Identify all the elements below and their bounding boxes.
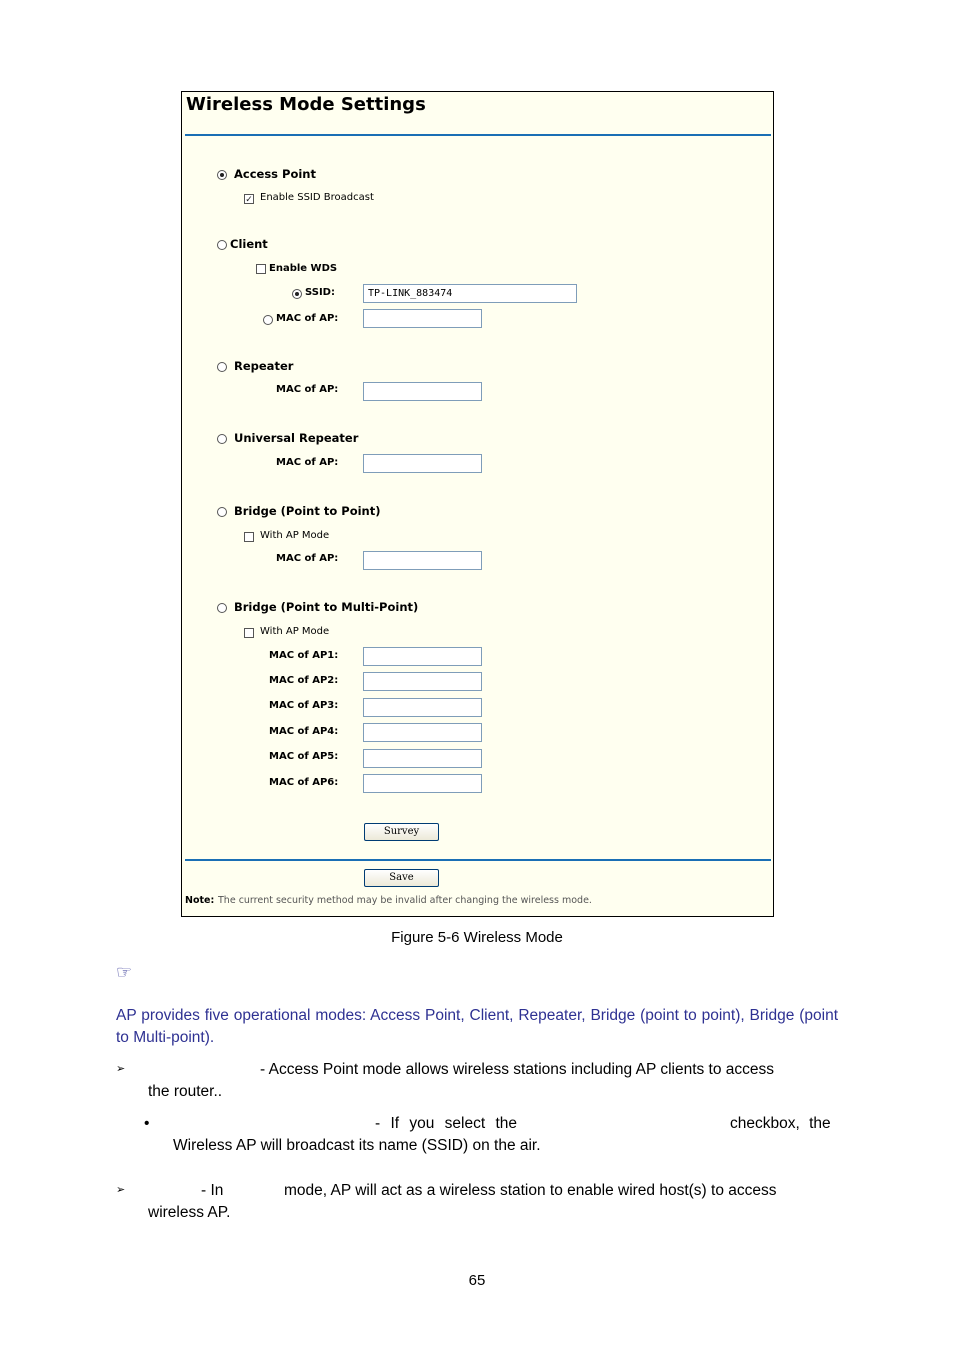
- ssid-input[interactable]: TP-LINK_883474: [363, 284, 577, 303]
- checkbox-ptp-with-ap-mode[interactable]: [244, 532, 254, 542]
- arrow-bullet-icon: ➢: [116, 1063, 126, 1075]
- label-mac-ap1: MAC of AP1:: [269, 650, 339, 661]
- sub1-part-a: - If you select the: [375, 1115, 518, 1132]
- radio-access-point[interactable]: [217, 170, 227, 180]
- radio-bridge-ptp[interactable]: [217, 507, 227, 517]
- pointing-hand-icon: ☞: [116, 962, 133, 983]
- label-access-point: Access Point: [234, 167, 316, 181]
- item2-part-a: - In: [201, 1182, 224, 1199]
- repeater-mac-input[interactable]: [363, 382, 482, 401]
- mac-ap6-input[interactable]: [363, 774, 482, 793]
- footer-divider: [185, 859, 771, 861]
- mac-ap1-input[interactable]: [363, 647, 482, 666]
- save-button[interactable]: Save: [364, 869, 439, 887]
- radio-repeater[interactable]: [217, 362, 227, 372]
- label-ptmp-with-ap-mode: With AP Mode: [260, 626, 330, 637]
- label-mac-ap3: MAC of AP3:: [269, 700, 339, 711]
- label-repeater-mac-of-ap: MAC of AP:: [276, 384, 339, 395]
- mac-ap3-input[interactable]: [363, 698, 482, 717]
- mac-ap2-input[interactable]: [363, 672, 482, 691]
- label-repeater: Repeater: [234, 359, 294, 373]
- item2-continuation: wireless AP.: [148, 1204, 231, 1221]
- checkbox-enable-ssid-broadcast[interactable]: ✓: [245, 194, 253, 204]
- label-ssid: SSID:: [305, 287, 335, 298]
- label-client: Client: [230, 237, 268, 251]
- label-ptp-with-ap-mode: With AP Mode: [260, 530, 330, 541]
- arrow-bullet-icon-2: ➢: [116, 1184, 126, 1196]
- label-mac-ap6: MAC of AP6:: [269, 777, 339, 788]
- intro-paragraph: AP provides five operational modes: Access Point, Client, Repeater, Bridge (point to point), Bridge (point to Multi-point).: [116, 1007, 838, 1046]
- sub1-continuation: Wireless AP will broadcast its name (SSID) on the air.: [173, 1137, 541, 1154]
- mac-ap4-input[interactable]: [363, 723, 482, 742]
- label-mac-ap4: MAC of AP4:: [269, 726, 339, 737]
- note-label: Note:: [185, 895, 215, 906]
- label-enable-ssid-broadcast: Enable SSID Broadcast: [260, 192, 374, 203]
- radio-bridge-ptmp[interactable]: [217, 603, 227, 613]
- panel-title: Wireless Mode Settings: [186, 94, 426, 115]
- checkbox-ptmp-with-ap-mode[interactable]: [244, 628, 254, 638]
- ptp-mac-input[interactable]: [363, 551, 482, 570]
- label-bridge-ptp: Bridge (Point to Point): [234, 504, 381, 518]
- radio-universal-repeater[interactable]: [217, 434, 227, 444]
- sub1-part-b: checkbox, the: [730, 1115, 831, 1132]
- label-mac-ap2: MAC of AP2:: [269, 675, 339, 686]
- radio-ssid[interactable]: [292, 289, 302, 299]
- radio-mac-of-ap[interactable]: [263, 315, 273, 325]
- note-text: The current security method may be invalid after changing the wireless mode.: [218, 895, 592, 906]
- label-mac-ap5: MAC of AP5:: [269, 751, 339, 762]
- label-ptp-mac-of-ap: MAC of AP:: [276, 553, 339, 564]
- label-client-mac-of-ap: MAC of AP:: [276, 313, 339, 324]
- header-divider: [185, 134, 771, 136]
- figure-caption: Figure 5-6 Wireless Mode: [391, 929, 563, 946]
- radio-client[interactable]: [217, 240, 227, 250]
- wireless-mode-panel: [181, 91, 774, 917]
- mac-ap5-input[interactable]: [363, 749, 482, 768]
- survey-button[interactable]: Survey: [364, 823, 439, 841]
- client-mac-input[interactable]: [363, 309, 482, 328]
- item1-lead: - Access Point mode allows wireless stations including AP clients to access: [260, 1061, 775, 1078]
- label-bridge-ptmp: Bridge (Point to Multi-Point): [234, 600, 419, 614]
- label-universal-repeater-mac-of-ap: MAC of AP:: [276, 457, 339, 468]
- page-number: 65: [468, 1272, 486, 1289]
- universal-repeater-mac-input[interactable]: [363, 454, 482, 473]
- dot-bullet-icon: •: [144, 1115, 150, 1132]
- label-enable-wds: Enable WDS: [269, 263, 338, 274]
- item2-part-b: mode, AP will act as a wireless station to enable wired host(s) to access: [284, 1182, 777, 1199]
- checkbox-enable-wds[interactable]: [256, 264, 266, 274]
- item1-continuation: the router..: [148, 1083, 223, 1100]
- label-universal-repeater: Universal Repeater: [234, 431, 359, 445]
